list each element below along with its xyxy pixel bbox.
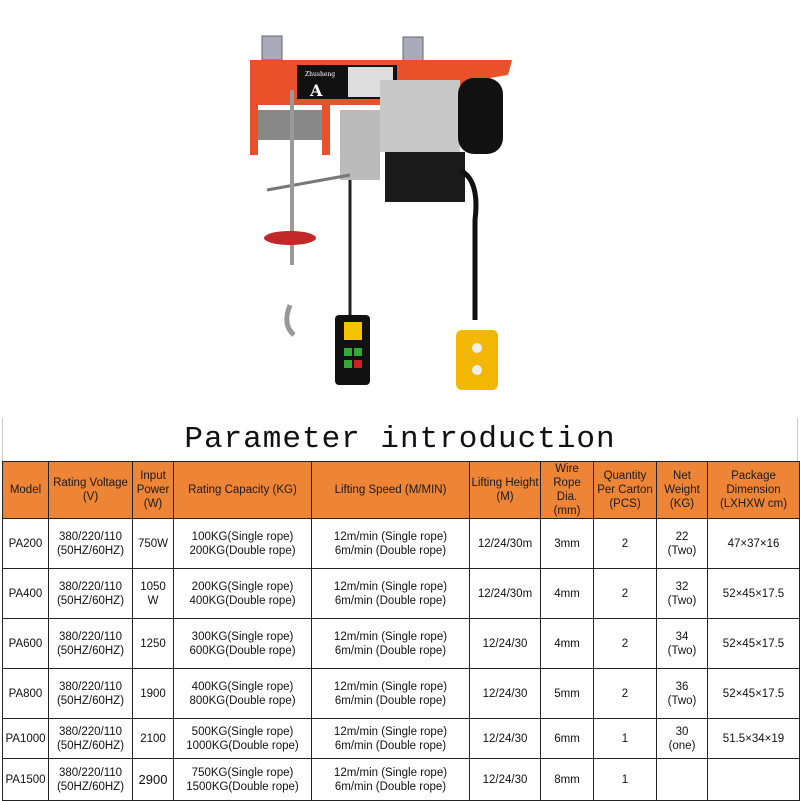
cell-line: 380/220/110 <box>58 766 123 779</box>
cell-model: PA800 <box>3 669 49 719</box>
column-header-qty: Quantity Per Carton (PCS) <box>594 462 657 519</box>
svg-text:Zhusheng: Zhusheng <box>305 71 336 78</box>
table-row <box>3 569 800 619</box>
cell-line: 750W <box>137 537 169 550</box>
cell-speed <box>312 719 470 759</box>
cell-line: 400KG(Double rope) <box>189 594 296 607</box>
cell-qty: 2 <box>594 569 657 619</box>
cell-power <box>133 669 174 719</box>
cell-line: 380/220/110 <box>58 680 123 693</box>
cell-line: 400KG(Single rope) <box>191 680 294 693</box>
cell-line: 6m/min (Double rope) <box>334 780 447 793</box>
parameter-table <box>2 461 800 801</box>
cell-height: 12/24/30 <box>470 759 541 801</box>
table-row <box>3 669 800 719</box>
cell-line: (one) <box>668 739 696 752</box>
column-header-power: Input Power (W) <box>133 462 174 519</box>
cell-line: (Two) <box>667 544 697 557</box>
cell-voltage <box>49 669 133 719</box>
cell-model: PA1000 <box>3 719 49 759</box>
cell-line: 2100 <box>140 732 166 745</box>
cell-line: W <box>147 594 159 607</box>
cell-capacity <box>174 519 312 569</box>
cell-line: 1050 <box>140 580 166 593</box>
cell-line: 6m/min (Double rope) <box>334 739 447 752</box>
column-header-voltage: Rating Voltage (V) <box>49 462 133 519</box>
column-header-speed: Lifting Speed (M/MIN) <box>312 462 470 519</box>
cell-capacity <box>174 759 312 801</box>
cell-line: (50HZ/60HZ) <box>56 739 125 752</box>
cell-line: 800KG(Double rope) <box>189 694 296 707</box>
cell-line: 32 <box>675 580 689 593</box>
cell-line: 100KG(Single rope) <box>191 530 294 543</box>
cell-line: 300KG(Single rope) <box>191 630 294 643</box>
cell-line: (50HZ/60HZ) <box>56 644 125 657</box>
cell-voltage <box>49 569 133 619</box>
cell-line: (50HZ/60HZ) <box>56 544 125 557</box>
cell-qty: 2 <box>594 669 657 719</box>
cell-line: 380/220/110 <box>58 580 123 593</box>
cell-package: 52×45×17.5 <box>708 669 800 719</box>
cell-power <box>133 569 174 619</box>
cell-line: 34 <box>675 630 689 643</box>
cell-line: 12m/min (Single rope) <box>333 766 448 779</box>
cell-line: (Two) <box>667 594 697 607</box>
cell-voltage <box>49 619 133 669</box>
column-header-model: Model <box>3 462 49 519</box>
cell-line: 380/220/110 <box>58 725 123 738</box>
cell-model: PA1500 <box>3 759 49 801</box>
cell-line: (50HZ/60HZ) <box>56 780 125 793</box>
cell-capacity <box>174 619 312 669</box>
cell-wire: 4mm <box>541 619 594 669</box>
cell-line: 6m/min (Double rope) <box>334 544 447 557</box>
cell-package: 52×45×17.5 <box>708 569 800 619</box>
cell-capacity <box>174 569 312 619</box>
cell-line: 12m/min (Single rope) <box>333 630 448 643</box>
electric-hoist-image <box>240 30 540 390</box>
cell-weight <box>657 669 708 719</box>
cell-speed <box>312 569 470 619</box>
cell-wire: 5mm <box>541 669 594 719</box>
cell-qty: 1 <box>594 719 657 759</box>
cell-line: 2900 <box>138 771 168 787</box>
cell-line: 12m/min (Single rope) <box>333 725 448 738</box>
cell-power <box>133 719 174 759</box>
cell-power <box>133 519 174 569</box>
cell-package: 51.5×34×19 <box>708 719 800 759</box>
cell-line: 12m/min (Single rope) <box>333 580 448 593</box>
cell-qty: 2 <box>594 619 657 669</box>
table-row <box>3 619 800 669</box>
cell-line: 750KG(Single rope) <box>191 766 294 779</box>
cell-line: 380/220/110 <box>58 630 123 643</box>
cell-package: 52×45×17.5 <box>708 619 800 669</box>
cell-package <box>708 759 800 801</box>
cell-model: PA200 <box>3 519 49 569</box>
column-header-wire: Wire Rope Dia. (mm) <box>541 462 594 519</box>
column-header-weight: Net Weight (KG) <box>657 462 708 519</box>
cell-line: 36 <box>675 680 689 693</box>
cell-speed <box>312 759 470 801</box>
cell-line: 200KG(Single rope) <box>191 580 294 593</box>
cell-line: 1000KG(Double rope) <box>186 739 299 752</box>
cell-qty: 2 <box>594 519 657 569</box>
table-row <box>3 719 800 759</box>
cell-line: 6m/min (Double rope) <box>334 594 447 607</box>
cell-weight <box>657 569 708 619</box>
cell-line: 22 <box>675 530 689 543</box>
page-title: Parameter introduction <box>184 422 616 457</box>
cell-height: 12/24/30m <box>470 569 541 619</box>
table-header-row <box>3 462 800 519</box>
cell-height: 12/24/30 <box>470 619 541 669</box>
cell-power <box>133 759 174 801</box>
cell-line: (Two) <box>667 694 697 707</box>
cell-model: PA400 <box>3 569 49 619</box>
cell-line: 600KG(Double rope) <box>189 644 296 657</box>
cell-line: 30 <box>675 725 689 738</box>
svg-text:A: A <box>310 81 323 100</box>
cell-qty: 1 <box>594 759 657 801</box>
cell-package: 47×37×16 <box>708 519 800 569</box>
cell-line: 200KG(Double rope) <box>189 544 296 557</box>
cell-wire: 4mm <box>541 569 594 619</box>
cell-line: 12m/min (Single rope) <box>333 680 448 693</box>
cell-speed <box>312 619 470 669</box>
cell-weight <box>657 759 708 801</box>
cell-line: 380/220/110 <box>58 530 123 543</box>
column-header-capacity: Rating Capacity (KG) <box>174 462 312 519</box>
cell-voltage <box>49 719 133 759</box>
cell-line: 1500KG(Double rope) <box>186 780 299 793</box>
cell-model: PA600 <box>3 619 49 669</box>
cell-line: (Two) <box>667 644 697 657</box>
cell-weight <box>657 519 708 569</box>
cell-line: 1250 <box>140 637 166 650</box>
cell-capacity <box>174 719 312 759</box>
cell-speed <box>312 519 470 569</box>
column-header-package: Package Dimension (LXHXW cm) <box>708 462 800 519</box>
cell-weight <box>657 619 708 669</box>
cell-line: 500KG(Single rope) <box>191 725 294 738</box>
cell-height: 12/24/30m <box>470 519 541 569</box>
cell-voltage <box>49 759 133 801</box>
cell-capacity <box>174 669 312 719</box>
cell-line: 12m/min (Single rope) <box>333 530 448 543</box>
column-header-height: Lifting Height (M) <box>470 462 541 519</box>
cell-wire: 6mm <box>541 719 594 759</box>
cell-wire: 3mm <box>541 519 594 569</box>
table-row <box>3 519 800 569</box>
cell-speed <box>312 669 470 719</box>
cell-line: 6m/min (Double rope) <box>334 694 447 707</box>
cell-power <box>133 619 174 669</box>
cell-wire: 8mm <box>541 759 594 801</box>
cell-weight <box>657 719 708 759</box>
cell-line: 6m/min (Double rope) <box>334 644 447 657</box>
cell-voltage <box>49 519 133 569</box>
cell-height: 12/24/30 <box>470 669 541 719</box>
cell-height: 12/24/30 <box>470 719 541 759</box>
cell-line: (50HZ/60HZ) <box>56 594 125 607</box>
cell-line: (50HZ/60HZ) <box>56 694 125 707</box>
cell-line: 1900 <box>140 687 166 700</box>
table-row <box>3 759 800 801</box>
